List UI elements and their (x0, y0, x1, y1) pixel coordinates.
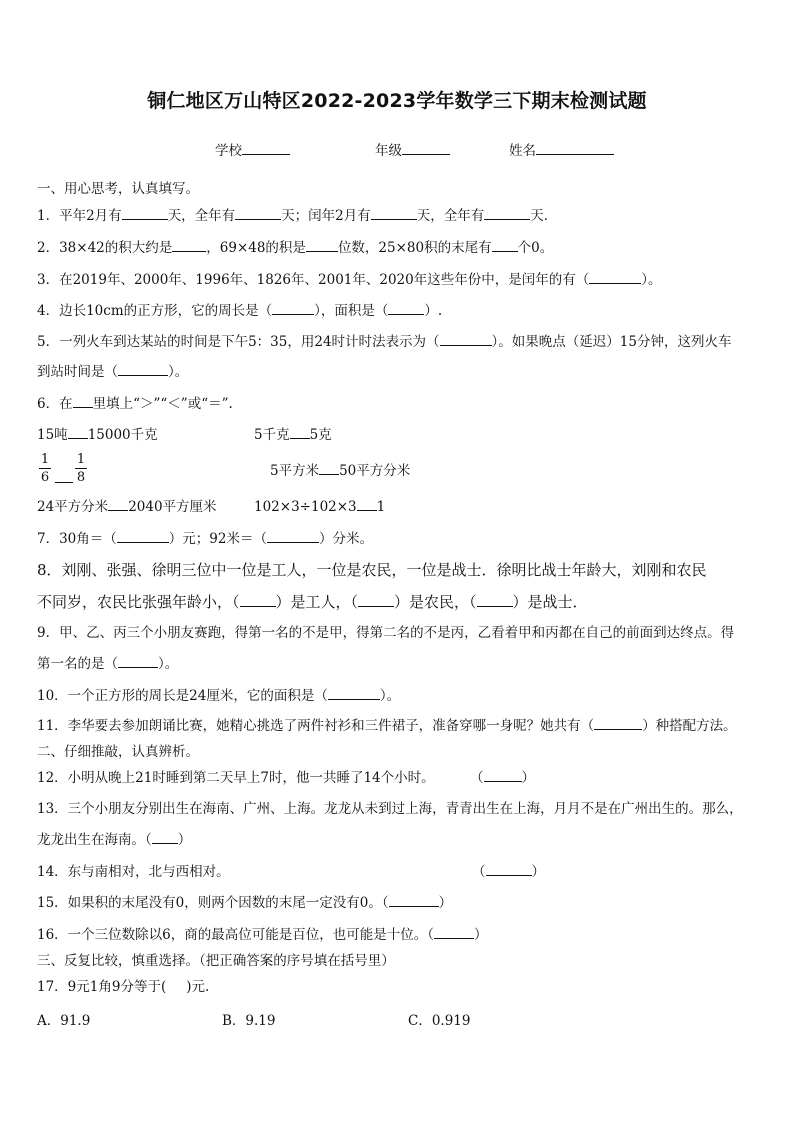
answer-blank[interactable] (589, 270, 641, 284)
question-6-row-3b: 102×3÷102×3 1 (254, 499, 386, 515)
school-blank[interactable] (242, 140, 290, 155)
page-title: 铜仁地区万山特区2022-2023学年数学三下期末检测试题 (147, 90, 647, 112)
question-15: 15．如果积的末尾没有0，则两个因数的末尾一定没有0。（ ） (37, 895, 453, 911)
name-blank[interactable] (536, 140, 614, 155)
section-2-heading: 二、仔细推敲，认真辨析。 (37, 744, 199, 760)
question-8-line-1: 8．刘刚、张强、徐明三位中一位是工人，一位是农民，一位是战士．徐明比战士年龄大，刘刚和农民 (37, 561, 707, 579)
name-label: 姓名 (509, 143, 536, 159)
question-14: 14．东与南相对，北与西相对。 (37, 864, 230, 880)
answer-blank[interactable] (492, 238, 518, 252)
question-17: 17．9元1角9分等于( )元. (37, 979, 210, 995)
question-4: 4．边长10cm的正方形，它的周长是（ ），面积是（ ）. (37, 303, 443, 319)
question-2: 2．38×42的积大约是 ，69×48的积是 位数，25×80积的末尾有 个0。 (37, 240, 554, 256)
section-3-heading: 三、反复比较，慎重选择。（把正确答案的序号填在括号里） (37, 953, 395, 969)
answer-blank[interactable] (328, 686, 380, 700)
answer-blank[interactable] (267, 529, 319, 543)
answer-blank[interactable] (594, 716, 642, 730)
answer-blank[interactable] (240, 593, 276, 607)
question-16: 16．一个三位数除以6，商的最高位可能是百位，也可能是十位。（ ） (37, 927, 488, 943)
answer-blank[interactable] (118, 362, 168, 376)
compare-blank[interactable] (68, 425, 88, 439)
question-13-line-2: 龙龙出生在海南。（ ） (37, 832, 192, 848)
question-6-row-1b: 5千克 5克 (254, 427, 332, 443)
answer-blank[interactable] (73, 394, 93, 408)
question-10: 10．一个正方形的周长是24厘米，它的面积是（ ）。 (37, 688, 401, 704)
answer-blank[interactable] (477, 593, 513, 607)
answer-blank[interactable] (440, 332, 492, 346)
question-3: 3．在2019年、2000年、1996年、1826年、2001年、2020年这些年份中，是闰年的有（ ）。 (37, 272, 662, 288)
judge-blank[interactable] (152, 830, 178, 844)
compare-blank[interactable] (55, 469, 73, 483)
question-9-line-1: 9．甲、乙、丙三个小朋友赛跑，得第一名的不是甲，得第二名的不是丙，乙看着甲和丙都在自己的前面到达终点。得 (37, 625, 735, 641)
answer-blank[interactable] (235, 206, 281, 220)
answer-blank[interactable] (117, 529, 169, 543)
question-7: 7．30角＝（ ）元；92米＝（ ）分米。 (37, 531, 373, 547)
option-b[interactable]: B．9.19 (222, 1013, 276, 1029)
grade-label: 年级 (375, 143, 402, 159)
question-6-row-3a: 24平方分米 2040平方厘米 (37, 499, 217, 515)
compare-blank[interactable] (108, 497, 128, 511)
answer-blank[interactable] (122, 206, 168, 220)
compare-blank[interactable] (290, 425, 310, 439)
fraction-one-eighth: 1 8 (76, 452, 86, 485)
answer-blank[interactable] (272, 301, 314, 315)
judge-blank[interactable] (484, 768, 522, 782)
answer-blank[interactable] (358, 593, 394, 607)
school-label: 学校 (215, 143, 242, 159)
question-5-line-2: 到站时间是（ ）。 (37, 364, 189, 380)
compare-blank[interactable] (319, 461, 339, 475)
question-9-line-2: 第一名的是（ ）。 (37, 656, 179, 672)
fraction-one-sixth: 1 6 (40, 452, 50, 485)
question-6-row-2b: 5平方米 50平方分米 (270, 463, 411, 479)
answer-blank[interactable] (484, 206, 530, 220)
name-field (509, 139, 614, 159)
option-c[interactable]: C．0.919 (408, 1013, 471, 1029)
question-6-intro: 6．在 里填上“＞”“＜”或“＝”. (37, 396, 233, 412)
question-6-row-1a: 15吨 15000千克 (37, 427, 158, 443)
section-1-heading: 一、用心思考，认真填写。 (37, 181, 199, 197)
question-1: 1．平年2月有 天，全年有 天；闰年2月有 天，全年有 天． (37, 208, 558, 224)
grade-blank[interactable] (402, 140, 450, 155)
question-11: 11．李华要去参加朗诵比赛，她精心挑选了两件衬衫和三件裙子，准备穿哪一身呢？她共有（ ）种搭配方法。 (37, 718, 737, 734)
question-13-line-1: 13．三个小朋友分别出生在海南、广州、上海。龙龙从未到过上海，青青出生在上海，月月不是在广州出生的。那么， (37, 801, 743, 817)
judge-blank[interactable] (389, 893, 439, 907)
answer-blank[interactable] (172, 238, 206, 252)
header-fields (0, 139, 794, 161)
compare-blank[interactable] (357, 497, 377, 511)
answer-blank[interactable] (388, 301, 424, 315)
answer-blank[interactable] (118, 654, 158, 668)
question-8-line-2: 不同岁，农民比张强年龄小，（ ）是工人，（ ）是农民，（ ）是战士． (37, 593, 588, 611)
question-12: 12．小明从晚上21时睡到第二天早上7时，他一共睡了14个小时。 (37, 770, 435, 786)
judge-blank[interactable] (486, 862, 532, 876)
school-field (215, 139, 290, 159)
question-12-answer: （ ） (470, 770, 535, 786)
judge-blank[interactable] (434, 925, 474, 939)
question-5-line-1: 5．一列火车到达某站的时间是下午5：35，用24时计时法表示为（ ）。如果晚点（延迟）15分钟，这列火车 (37, 334, 732, 350)
grade-field (375, 139, 450, 159)
option-a[interactable]: A．91.9 (37, 1013, 91, 1029)
question-14-answer: （ ） (472, 864, 545, 880)
answer-blank[interactable] (306, 238, 338, 252)
answer-blank[interactable] (371, 206, 417, 220)
